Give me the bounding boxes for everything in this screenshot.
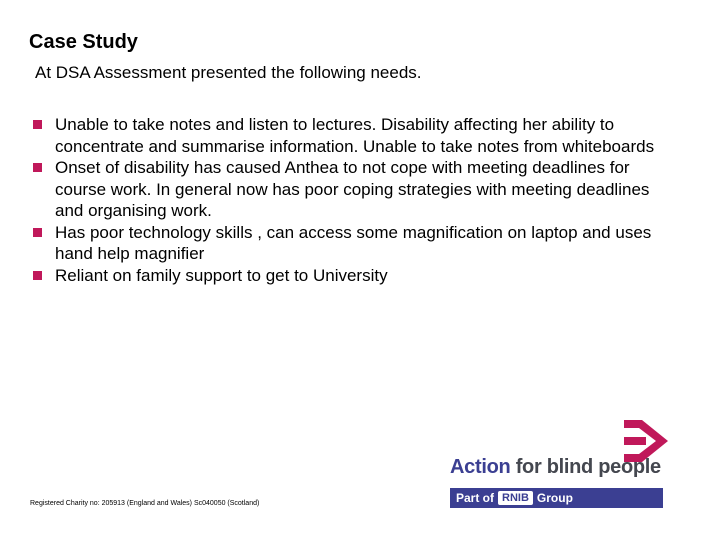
bullet-square-icon	[33, 228, 42, 237]
bullet-square-icon	[33, 271, 42, 280]
list-item	[33, 157, 673, 222]
rnib-badge: RNIB	[498, 491, 533, 505]
list-item-text: Unable to take notes and listen to lectures. Disability affecting her ability to concentrate and summarise information. Unable to take notes from whiteboards	[55, 115, 655, 156]
slide-title: Case Study	[29, 31, 138, 53]
needs-list	[33, 114, 673, 286]
list-item	[33, 222, 673, 265]
bullet-square-icon	[33, 163, 42, 172]
list-item-text: Reliant on family support to get to University	[55, 265, 388, 285]
list-item-text: Onset of disability has caused Anthea to not cope with meeting deadlines for course work. In general now has poor coping strategies with meeting deadlines and organising work.	[55, 158, 650, 220]
action-for-blind-people-logo	[446, 416, 686, 516]
bullet-square-icon	[33, 120, 42, 129]
list-item-text: Has poor technology skills , can access some magnification on laptop and uses hand help magnifier	[55, 222, 652, 263]
logo-name: Action for blind people	[450, 456, 661, 478]
logo-part-of-rnib-bar: Part of RNIB Group	[450, 488, 663, 508]
charity-footer: Registered Charity no: 205913 (England and Wales) Sc040050 (Scotland)	[30, 500, 260, 507]
list-item	[33, 265, 673, 287]
list-item	[33, 114, 673, 157]
slide-subtitle: At DSA Assessment presented the following needs.	[35, 63, 422, 82]
